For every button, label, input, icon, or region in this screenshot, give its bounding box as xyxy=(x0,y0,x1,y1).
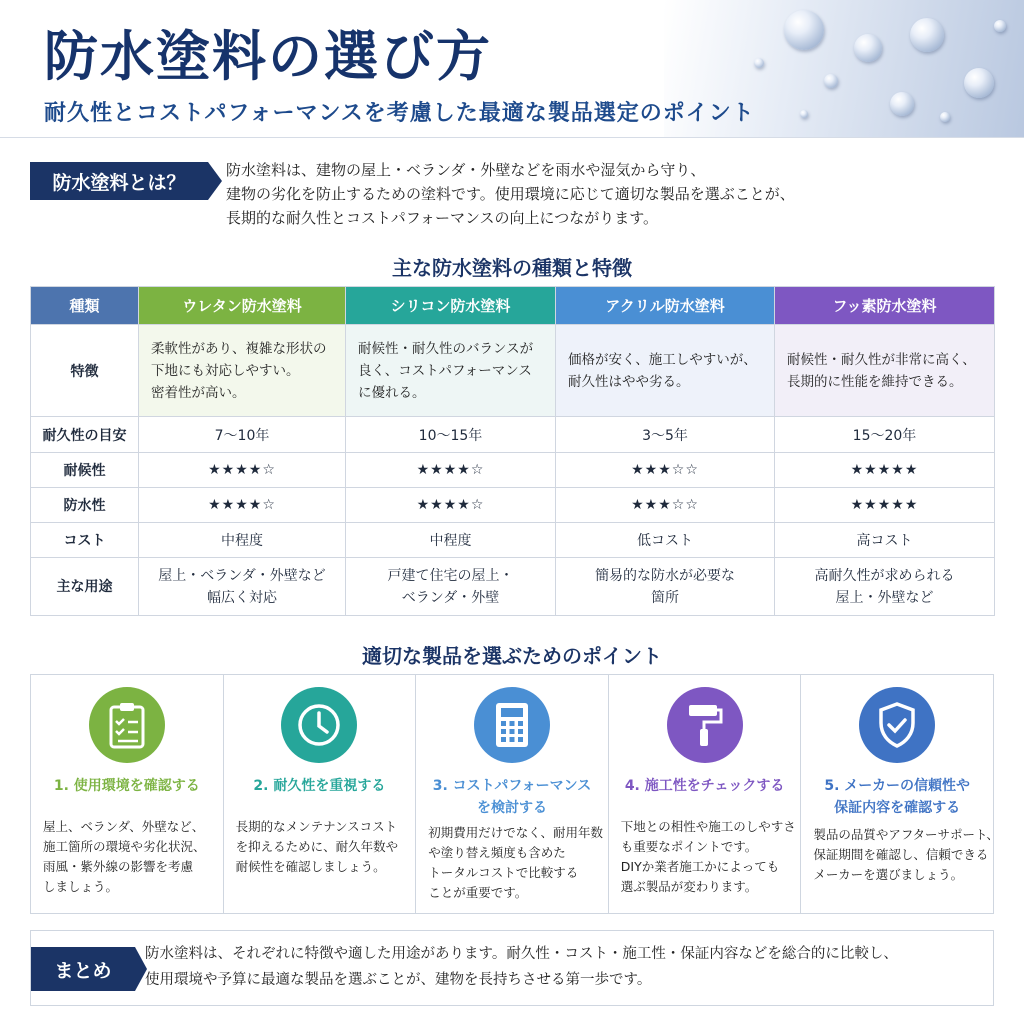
table-cell xyxy=(556,558,775,616)
points-panel xyxy=(30,674,999,914)
point-title xyxy=(615,775,795,797)
table-header-row xyxy=(31,287,995,325)
table-cell: 10〜15年 xyxy=(346,417,556,453)
point-card xyxy=(416,675,609,913)
table-cell: 低コスト xyxy=(556,523,775,558)
point-title xyxy=(422,775,602,819)
cell-line: 屋上・外壁など xyxy=(835,589,934,606)
table-section-title: 主な防水塗料の種類と特徴 xyxy=(392,256,632,280)
point-text-line: 初期費用だけでなく、耐用年数 xyxy=(428,825,603,840)
point-text-line: や塗り替え頻度も含めた xyxy=(428,845,566,860)
table-cell xyxy=(346,558,556,616)
point-text-line: ことが重要です。 xyxy=(428,885,528,900)
cell-line: ベランダ・外壁 xyxy=(401,589,500,606)
row-label: 耐候性 xyxy=(31,453,139,488)
point-text xyxy=(236,817,410,877)
page-title: 防水塗料の選び方 xyxy=(44,25,492,88)
summary-line: 防水塗料は、それぞれに特徴や適した用途があります。耐久性・コスト・施工性・保証内容などを総合的に比較し、 xyxy=(145,946,898,962)
table-cell: 3〜5年 xyxy=(556,417,775,453)
cell-line: 高耐久性が求められる xyxy=(814,567,955,584)
table-cell: 中程度 xyxy=(139,523,346,558)
table-row-cost xyxy=(31,523,995,558)
point-text-line: トータルコストで比較する xyxy=(428,865,579,880)
cell-line: 箇所 xyxy=(651,589,679,606)
table-header-acrylic: アクリル防水塗料 xyxy=(556,287,775,325)
row-label: 防水性 xyxy=(31,488,139,523)
point-title-line: 4. 施工性をチェックする xyxy=(624,778,785,794)
cell-line: 簡易的な防水が必要な xyxy=(595,567,735,584)
point-text-line: DIYか業者施工かによっても xyxy=(620,859,780,874)
cell-line: 戸建て住宅の屋上・ xyxy=(387,567,514,584)
row-label: 主な用途 xyxy=(31,558,139,616)
point-text-line: 製品の品質やアフターサポート、 xyxy=(813,827,999,842)
row-label: 特徴 xyxy=(31,325,139,417)
table-row-usage xyxy=(31,558,995,616)
point-text xyxy=(621,817,795,897)
star-rating: ★★★★☆ xyxy=(139,488,346,523)
star-rating: ★★★☆☆ xyxy=(556,488,775,523)
cell-line: 柔軟性があり、複雑な形状の xyxy=(151,340,327,357)
cell-line: 耐候性・耐久性が非常に高く、 xyxy=(787,351,976,368)
cell-line: 幅広く対応 xyxy=(207,589,277,606)
point-card xyxy=(801,675,999,913)
table-cell xyxy=(775,325,995,417)
table-cell xyxy=(346,325,556,417)
point-text-line: 保証期間を確認し、信頼できる xyxy=(813,847,989,862)
point-title-line: を検討する xyxy=(476,800,547,816)
point-text xyxy=(43,817,217,897)
point-text-line: 長期的なメンテナンスコスト xyxy=(235,819,398,834)
point-text-line: しましょう。 xyxy=(43,879,119,894)
header xyxy=(0,0,1024,138)
comparison-table xyxy=(30,286,995,616)
table-cell xyxy=(556,325,775,417)
cell-line: 長期的に性能を維持できる。 xyxy=(787,373,963,390)
calculator-icon xyxy=(474,687,550,763)
cell-line: 屋上・ベランダ・外壁など xyxy=(158,567,326,584)
point-text-line: を抑えるために、耐久年数や xyxy=(235,839,399,854)
point-text-line: 下地との相性や施工のしやすさ xyxy=(620,819,796,834)
table-header-type: 種類 xyxy=(31,287,139,325)
point-title xyxy=(37,775,217,797)
paint-roller-icon xyxy=(667,687,743,763)
point-card xyxy=(31,675,224,913)
table-header-urethane: ウレタン防水塗料 xyxy=(139,287,346,325)
table-cell xyxy=(139,325,346,417)
point-card xyxy=(224,675,417,913)
table-cell xyxy=(775,558,995,616)
page-subtitle: 耐久性とコストパフォーマンスを考慮した最適な製品選定のポイント xyxy=(44,101,755,126)
point-title-line: 3. コストパフォーマンス xyxy=(432,778,592,794)
clipboard-checklist-icon xyxy=(89,687,165,763)
table-cell xyxy=(139,558,346,616)
intro-label: 防水塗料とは？ xyxy=(30,162,208,200)
cell-line: 耐久性はやや劣る。 xyxy=(568,373,690,390)
point-title-line: 2. 耐久性を重視する xyxy=(253,778,386,794)
point-title xyxy=(807,775,987,819)
cell-line: 耐候性・耐久性のバランスが xyxy=(358,340,534,357)
star-rating: ★★★★☆ xyxy=(139,453,346,488)
point-text xyxy=(813,825,999,885)
summary-line: 使用環境や予算に最適な製品を選ぶことが、建物を長持ちさせる第一歩です。 xyxy=(145,972,652,988)
point-text-line: 耐候性を確認しましょう。 xyxy=(235,859,386,874)
point-text-line: 雨風・紫外線の影響を考慮 xyxy=(43,859,194,874)
point-title-line: 1. 使用環境を確認する xyxy=(53,778,200,794)
intro-text xyxy=(226,158,1006,230)
table-row-feature xyxy=(31,325,995,417)
shield-check-icon xyxy=(859,687,935,763)
point-text-line: も重要なポイントです。 xyxy=(620,839,758,854)
table-row-durability xyxy=(31,417,995,453)
summary-text xyxy=(145,941,991,993)
cell-line: 良く、コストパフォーマンス xyxy=(358,362,532,379)
points-section-title: 適切な製品を選ぶためのポイント xyxy=(362,644,662,668)
table-cell: 15〜20年 xyxy=(775,417,995,453)
star-rating: ★★★★★ xyxy=(775,488,995,523)
table-cell: 中程度 xyxy=(346,523,556,558)
table-header-fluorine: フッ素防水塗料 xyxy=(775,287,995,325)
summary-label: まとめ xyxy=(31,947,135,991)
summary-panel xyxy=(30,930,994,1006)
cell-line: に優れる。 xyxy=(358,384,426,401)
cell-line: 価格が安く、施工しやすいが、 xyxy=(568,351,757,368)
table-cell: 7〜10年 xyxy=(139,417,346,453)
star-rating: ★★★★☆ xyxy=(346,453,556,488)
table-cell: 高コスト xyxy=(775,523,995,558)
point-text-line: 施工箇所の環境や劣化状況、 xyxy=(43,839,206,854)
table-row-waterproof xyxy=(31,488,995,523)
clock-icon xyxy=(281,687,357,763)
star-rating: ★★★★☆ xyxy=(346,488,556,523)
star-rating: ★★★☆☆ xyxy=(556,453,775,488)
point-text xyxy=(428,823,602,903)
cell-line: 密着性が高い。 xyxy=(151,384,246,401)
table-header-silicone: シリコン防水塗料 xyxy=(346,287,556,325)
point-title-line: 保証内容を確認する xyxy=(834,800,961,816)
table-row-weather xyxy=(31,453,995,488)
intro-line: 防水塗料は、建物の屋上・ベランダ・外壁などを雨水や湿気から守り、 xyxy=(226,161,706,179)
point-text-line: メーカーを選びましょう。 xyxy=(813,867,964,882)
row-label: コスト xyxy=(31,523,139,558)
point-text-line: 選ぶ製品が変わります。 xyxy=(620,879,758,894)
point-title-line: 5. メーカーの信頼性や xyxy=(824,778,970,794)
star-rating: ★★★★★ xyxy=(775,453,995,488)
point-title xyxy=(230,775,410,797)
intro-line: 建物の劣化を防止するための塗料です。使用環境に応じて適切な製品を選ぶことが、 xyxy=(226,185,795,203)
intro-line: 長期的な耐久性とコストパフォーマンスの向上につながります。 xyxy=(226,209,659,227)
cell-line: 下地にも対応しやすい。 xyxy=(151,362,300,379)
point-text-line: 屋上、ベランダ、外壁など、 xyxy=(43,819,205,834)
row-label: 耐久性の目安 xyxy=(31,417,139,453)
point-card xyxy=(609,675,802,913)
